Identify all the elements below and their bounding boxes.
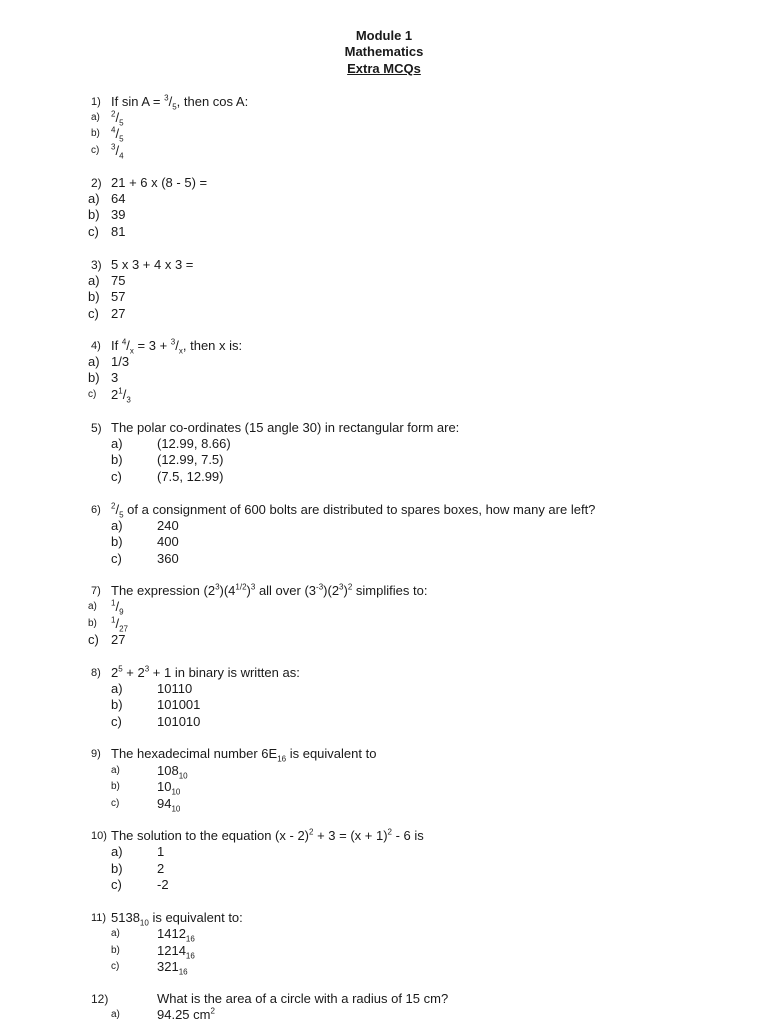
option-b: b) 57 xyxy=(88,289,126,304)
option-a: a) 64 xyxy=(88,191,126,206)
question-text: The hexadecimal number $6E_{16}$ is equivalent to xyxy=(111,746,377,764)
option-b: b) (12.99, 7.5) xyxy=(111,452,224,467)
option-b: b) $1214_{16}$ xyxy=(111,943,195,961)
question-number: 8) xyxy=(91,667,101,679)
question-text: $^2/_5$ of a consignment of 600 bolts are distributed to spares boxes, how many are left? xyxy=(111,501,596,520)
question-text: 5 x 3 + 4 x 3 = xyxy=(111,257,194,272)
option-c: c) 27 xyxy=(88,306,126,321)
question-number: 7) xyxy=(91,585,101,597)
section-title: Extra MCQs xyxy=(347,61,421,76)
question-text: $5138_{10}$ is equivalent to: xyxy=(111,910,243,928)
question-text: $2^5 + 2^3 + 1$ in binary is written as: xyxy=(111,664,300,680)
option-b: b) $^1/_{27}$ xyxy=(88,615,128,634)
option-b: b) $^4/_5$ xyxy=(91,125,124,144)
question-text: What is the area of a circle with a radius of 15 cm? xyxy=(157,991,449,1006)
option-c: c) 101010 xyxy=(111,714,201,729)
question-number: 1) xyxy=(91,96,101,108)
option-a: a) 10110 xyxy=(111,681,193,696)
question-number: 2) xyxy=(91,176,102,190)
question-text: The polar co-ordinates (15 angle 30) in rectangular form are: xyxy=(111,420,460,435)
question-number: 9) xyxy=(91,748,101,760)
option-c: c) (7.5, 12.99) xyxy=(111,469,224,484)
question-number: 6) xyxy=(91,504,101,516)
option-c: c) $94_{10}$ xyxy=(111,796,181,814)
question-text: If $^4/_x = 3 + ^3/_x$, then x is: xyxy=(111,337,243,356)
question-number: 5) xyxy=(91,421,102,435)
option-c: c) $321_{16}$ xyxy=(111,959,188,977)
question-number: 3) xyxy=(91,258,102,272)
question-number: 11) xyxy=(91,912,107,924)
question-text: 21 + 6 x (8 - 5) = xyxy=(111,175,208,190)
option-b: b) 2 xyxy=(111,861,165,876)
option-b: b) 400 xyxy=(111,534,179,549)
option-a: a) $1412_{16}$ xyxy=(111,926,195,944)
question-text: The expression $(2^3)(4^{1/2})^3$ all over $(3^{-3})(2^3)^2$ simplifies to: xyxy=(111,582,428,598)
question-text: If $\sin A = ^3/_5$, then cos A: xyxy=(111,93,249,112)
option-a: a) 1/3 xyxy=(88,354,130,369)
option-a: a) 75 xyxy=(88,273,126,288)
option-b: b) 39 xyxy=(88,207,126,222)
option-a: a) (12.99, 8.66) xyxy=(111,436,231,451)
option-c: c) $^3/_4$ xyxy=(91,142,124,161)
option-c: c) 81 xyxy=(88,224,126,239)
subject-title: Mathematics xyxy=(344,44,424,59)
option-a: a) $^1/_9$ xyxy=(88,598,124,617)
question-text: The solution to the equation $(x - 2)^2 + 3 = (x + 1)^2 - 6$ is xyxy=(111,827,424,843)
option-a: a) 240 xyxy=(111,518,179,533)
option-b: b) $10_{10}$ xyxy=(111,779,181,797)
question-number: 12) xyxy=(91,992,109,1006)
option-b: b) 3 xyxy=(88,370,119,385)
option-c: c) 360 xyxy=(111,551,179,566)
option-b: b) 101001 xyxy=(111,697,201,712)
module-title: Module 1 xyxy=(355,28,413,43)
question-number: 10) xyxy=(91,830,107,842)
option-c: c) $2^1/_3$ xyxy=(88,386,131,405)
option-a: a) 1 xyxy=(111,844,165,859)
option-c: c) -2 xyxy=(111,877,169,892)
question-number: 4) xyxy=(91,340,101,352)
option-a: a) 94.25 $cm^2$ xyxy=(111,1006,215,1022)
option-c: c) 27 xyxy=(88,632,126,647)
option-a: a) $^2/_5$ xyxy=(91,109,124,128)
option-a: a) $108_{10}$ xyxy=(111,763,188,781)
